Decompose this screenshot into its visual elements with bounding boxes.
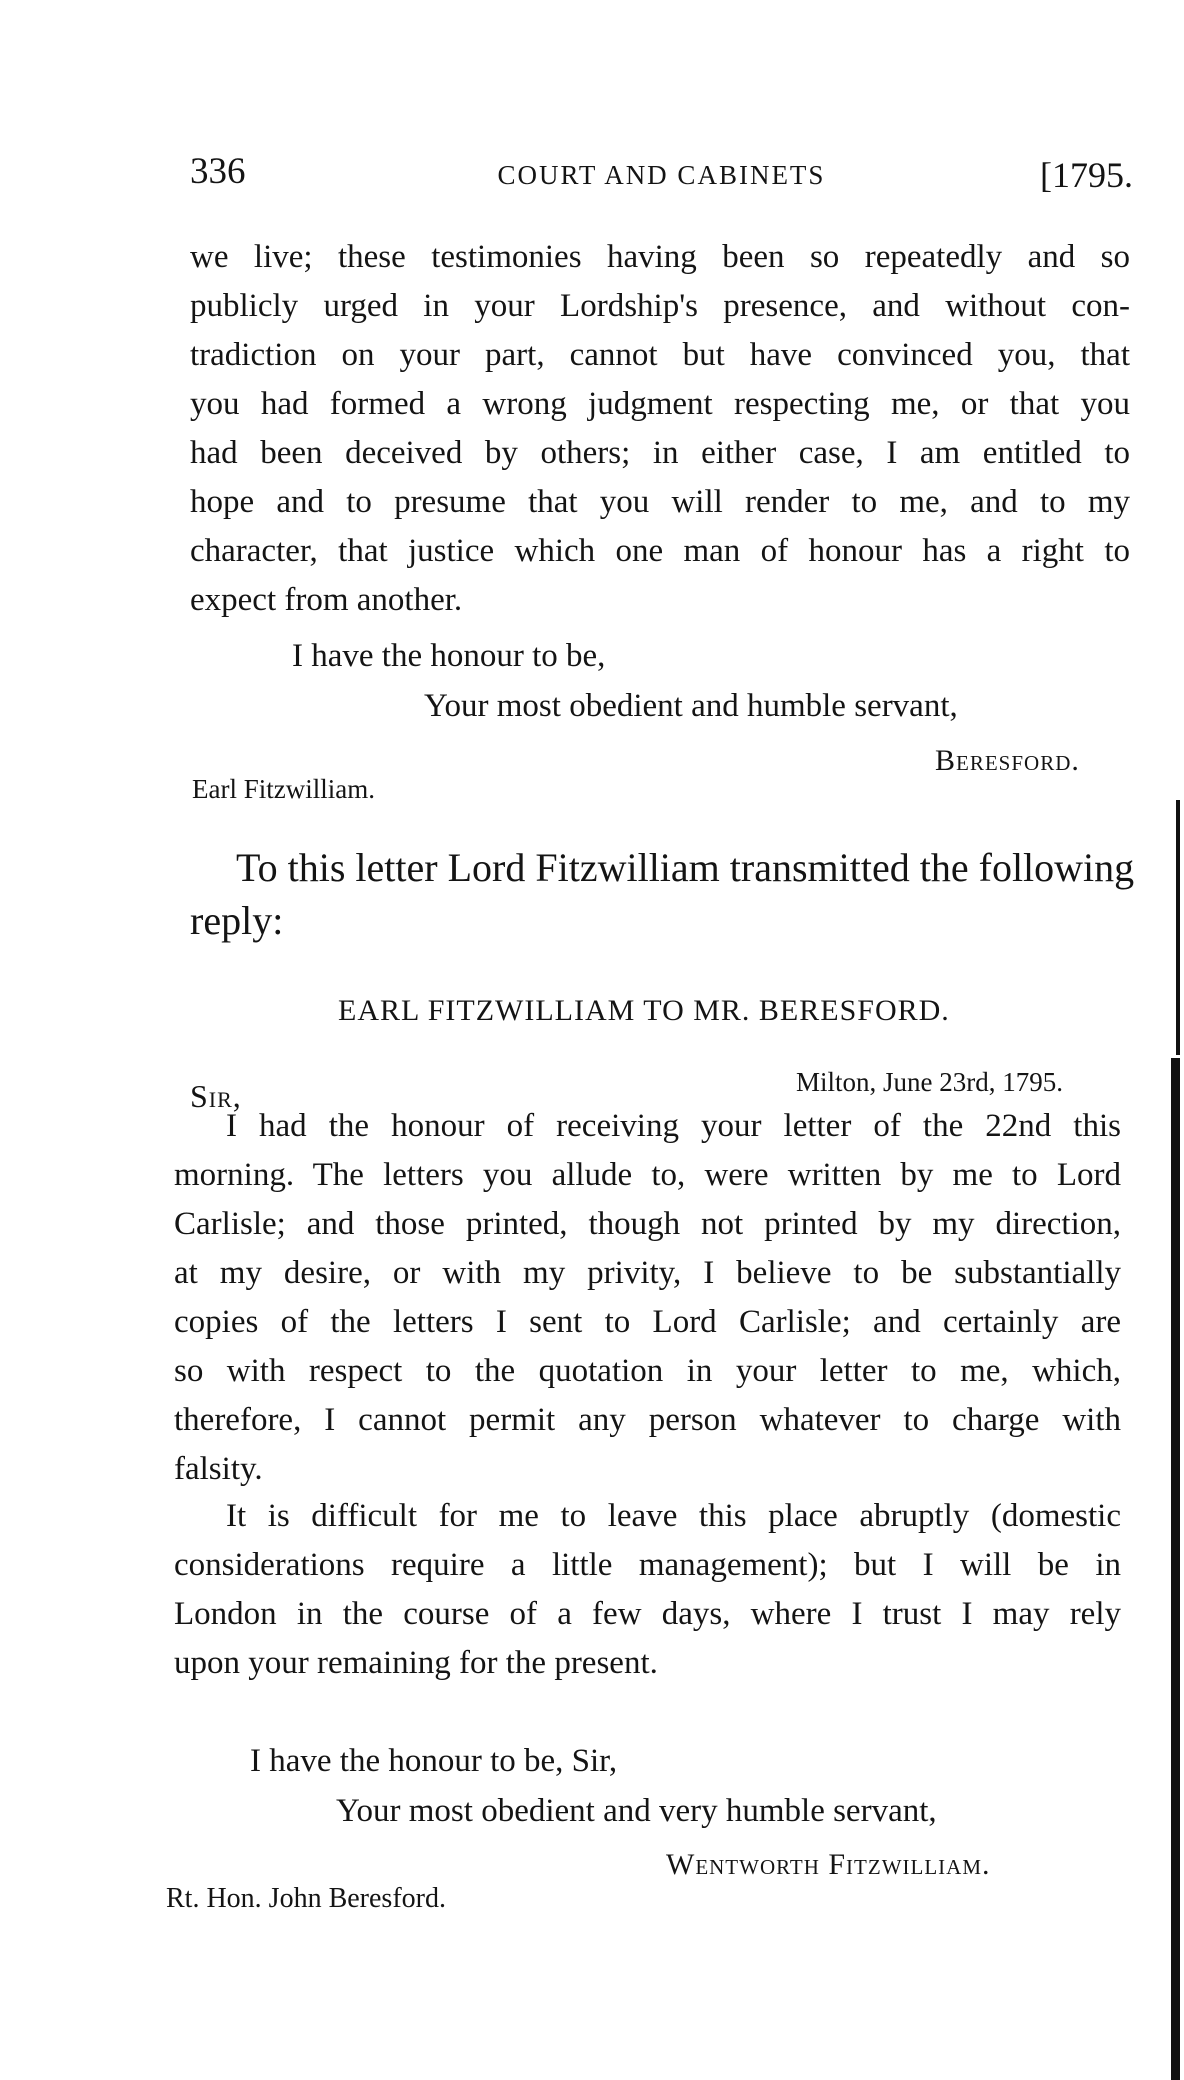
text-line: so with respect to the quotation in your letter to me, which, [174,1353,1121,1389]
letter2-paragraph-1 [174,1102,1121,1494]
letter2-closing-1: I have the honour to be, Sir, [250,1743,618,1779]
letter2-closing-2: Your most obedient and very humble servant, [336,1793,937,1829]
letter1-signature: Beresford. [935,744,1080,777]
text-line: It is difficult for me to leave this place abruptly (domestic [226,1498,1121,1534]
page-number: 336 [190,151,246,192]
text-line: upon your remaining for the present. [174,1645,658,1681]
letter2-paragraph-2 [174,1492,1121,1688]
text-line: had been deceived by others; in either case, I am entitled to [190,435,1130,471]
text-line: falsity. [174,1451,263,1487]
text-line: character, that justice which one man of honour has a right to [190,533,1130,569]
header-year: [1795. [1040,155,1133,195]
text-line: hope and to presume that you will render to me, and to my [190,484,1130,520]
letter2-signature: Wentworth Fitzwilliam. [666,1848,991,1881]
scan-edge-shadow [1171,1058,1180,2080]
letter1-closing-2: Your most obedient and humble servant, [424,688,958,724]
text-line: I had the honour of receiving your letter of the 22nd this [226,1108,1121,1144]
letter1-paragraph [190,233,1130,625]
letter2-addressee: Rt. Hon. John Beresford. [166,1883,446,1914]
text-line: publicly urged in your Lordship's presence, and without con- [190,288,1130,324]
scan-edge-shadow [1176,800,1180,1055]
narrative-line-1: To this letter Lord Fitzwilliam transmitted the following [236,845,1135,890]
running-title: COURT AND CABINETS [497,160,826,190]
text-line: tradiction on your part, cannot but have convinced you, that [190,337,1130,373]
page-header [190,150,1133,210]
text-line: copies of the letters I sent to Lord Carlisle; and certainly are [174,1304,1121,1340]
text-line: London in the course of a few days, where I trust I may rely [174,1596,1121,1632]
text-line: at my desire, or with my privity, I believe to be substantially [174,1255,1121,1291]
text-line: therefore, I cannot permit any person whatever to charge with [174,1402,1121,1438]
text-line: we live; these testimonies having been so repeatedly and so [190,239,1130,275]
text-line: Carlisle; and those printed, though not printed by my direction, [174,1206,1121,1242]
letter2-dateline: Milton, June 23rd, 1795. [796,1067,1063,1097]
letter2-heading: EARL FITZWILLIAM TO MR. BERESFORD. [338,994,950,1027]
text-line: morning. The letters you allude to, were written by me to Lord [174,1157,1121,1193]
text-line: you had formed a wrong judgment respecting me, or that you [190,386,1130,422]
text-line: expect from another. [190,582,463,618]
text-line: considerations require a little management); but I will be in [174,1547,1121,1583]
narrative-line-2: reply: [190,898,284,943]
letter2-salutation: Sir, [190,1078,242,1114]
letter1-addressee: Earl Fitzwilliam. [192,774,375,804]
letter1-closing-1: I have the honour to be, [292,638,606,674]
